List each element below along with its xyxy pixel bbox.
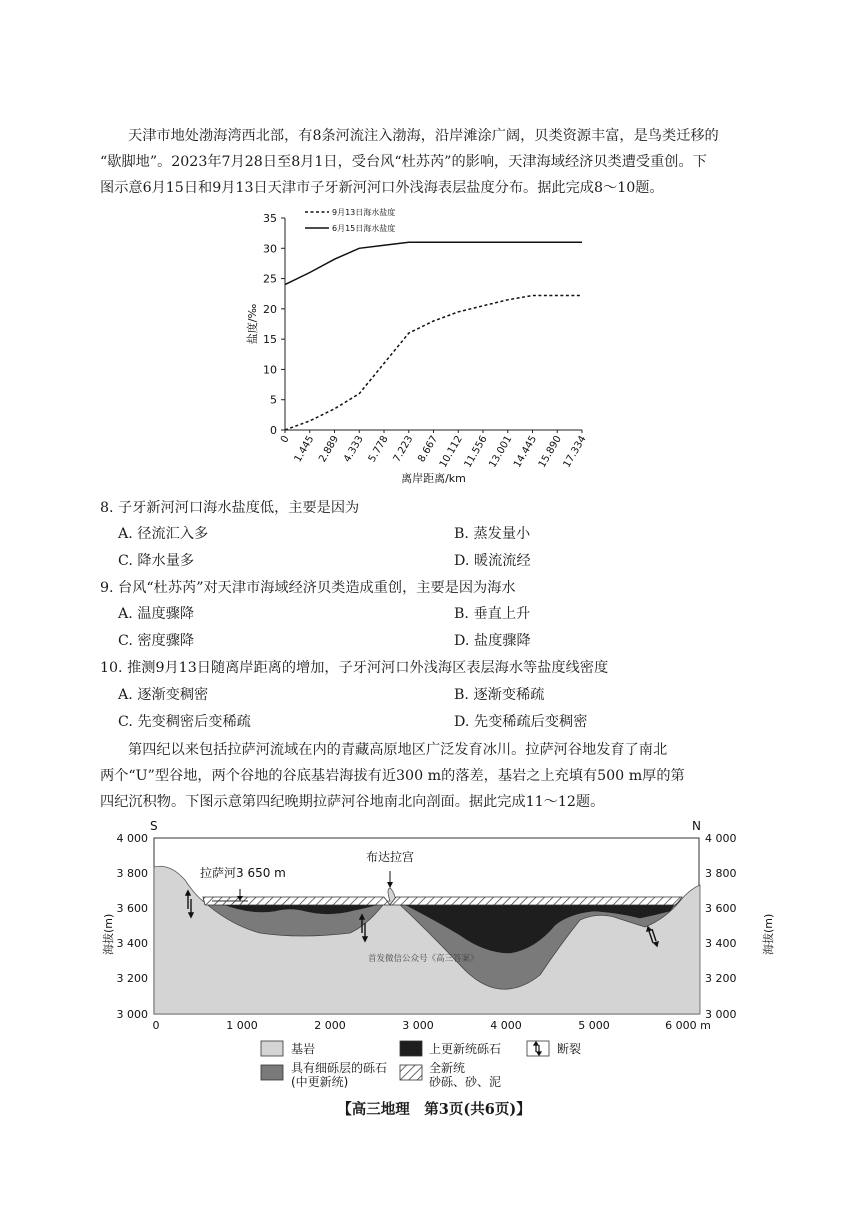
legend-label-holocene-1: 全新统 bbox=[429, 1061, 466, 1075]
y-tick-left: 3 600 bbox=[116, 902, 148, 915]
x-tick-label: 4.333 bbox=[341, 434, 366, 465]
passage-1-line: “歇脚地”。2023年7月28日至8月1日，受台风“杜苏芮”的影响，天津海域经济贝类遭受重创。下 bbox=[100, 154, 707, 170]
question-9-stem: 9. 台风“杜苏芮”对天津市海域经济贝类造成重创，主要是因为海水 bbox=[100, 580, 516, 596]
y-tick-left: 3 400 bbox=[116, 937, 148, 950]
holocene-deposit bbox=[203, 897, 682, 905]
x-tick-label: 0 bbox=[278, 434, 292, 446]
y-tick-right: 3 200 bbox=[705, 972, 737, 985]
x-tick-label: 1.445 bbox=[292, 434, 317, 465]
x-tick-label: 17.334 bbox=[561, 434, 589, 470]
question-8-option-d[interactable]: D. 暖流流经 bbox=[454, 553, 531, 569]
x-tick-label: 8.667 bbox=[416, 434, 441, 465]
x-tick-label: 7.223 bbox=[391, 434, 416, 465]
question-10-option-b[interactable]: B. 逐渐变稀疏 bbox=[454, 687, 545, 703]
x-tick: 4 000 bbox=[490, 1019, 522, 1032]
legend-swatch-bedrock bbox=[261, 1041, 283, 1056]
river-label: 拉萨河3 650 m bbox=[200, 866, 286, 880]
x-axis-title: 离岸距离/km bbox=[401, 472, 466, 485]
direction-south: S bbox=[150, 819, 158, 833]
question-9-option-c[interactable]: C. 密度骤降 bbox=[118, 633, 195, 649]
passage-1 bbox=[100, 123, 755, 201]
legend-swatch-holocene bbox=[400, 1065, 422, 1080]
question-8-option-c[interactable]: C. 降水量多 bbox=[118, 553, 195, 569]
legend-label-middle-2: (中更新统) bbox=[291, 1075, 349, 1089]
legend-label-holocene-2: 砂砾、砂、泥 bbox=[429, 1075, 502, 1089]
passage-2-line: 两个“U”型谷地，两个谷地的谷底基岩海拔有近300 m的落差，基岩之上充填有500 m厚的第 bbox=[100, 768, 685, 784]
x-tick: 1 000 bbox=[226, 1019, 258, 1032]
passage-2-line: 四纪沉积物。下图示意第四纪晚期拉萨河谷地南北向剖面。据此完成11～12题。 bbox=[100, 794, 605, 810]
x-tick: 0 bbox=[152, 1019, 160, 1032]
question-8-option-b[interactable]: B. 蒸发量小 bbox=[454, 526, 531, 542]
x-tick: 6 000 m bbox=[665, 1019, 711, 1032]
y-tick-label: 30 bbox=[263, 242, 277, 256]
y-tick-left: 4 000 bbox=[116, 832, 148, 845]
question-10-option-a[interactable]: A. 逐渐变稠密 bbox=[118, 687, 209, 703]
y-tick-left: 3 800 bbox=[116, 867, 148, 880]
x-tick: 5 000 bbox=[578, 1019, 610, 1032]
x-tick-label: 14.445 bbox=[512, 434, 540, 470]
legend-label-middle-1: 具有细砾层的砾石 bbox=[291, 1061, 388, 1075]
y-axis-title-left: 海拔(m) bbox=[102, 913, 115, 955]
y-tick-right: 3 600 bbox=[705, 902, 737, 915]
x-tick-label: 13.001 bbox=[487, 434, 515, 470]
legend-label-upper: 上更新统砾石 bbox=[429, 1042, 502, 1056]
y-tick-label: 5 bbox=[270, 393, 277, 407]
salinity-chart bbox=[240, 200, 620, 490]
valley-profile-diagram bbox=[100, 815, 780, 1037]
y-axis-title: 盐度/‰ bbox=[246, 303, 259, 345]
question-9-option-b[interactable]: B. 垂直上升 bbox=[454, 606, 531, 622]
passage-1-line: 图示意6月15日和9月13日天津市子牙新河河口外浅海表层盐度分布。据此完成8～10题。 bbox=[100, 180, 664, 196]
x-tick-label: 10.112 bbox=[437, 434, 465, 470]
y-tick-right: 3 000 bbox=[705, 1008, 737, 1021]
question-8-option-a[interactable]: A. 径流汇入多 bbox=[118, 526, 209, 542]
question-9-option-a[interactable]: A. 温度骤降 bbox=[118, 606, 195, 622]
question-9-option-d[interactable]: D. 盐度骤降 bbox=[454, 633, 531, 649]
legend-swatch-middle bbox=[261, 1065, 283, 1080]
series-line-sep13 bbox=[285, 296, 582, 431]
y-tick-left: 3 000 bbox=[116, 1008, 148, 1021]
passage-2-line: 第四纪以来包括拉萨河流域在内的青藏高原地区广泛发育冰川。拉萨河谷地发育了南北 bbox=[128, 742, 668, 758]
legend-swatch-upper bbox=[400, 1041, 422, 1056]
y-tick-right: 4 000 bbox=[705, 832, 737, 845]
y-tick-label: 25 bbox=[263, 272, 277, 286]
x-tick-label: 11.556 bbox=[462, 434, 490, 470]
y-tick-label: 0 bbox=[270, 424, 277, 437]
page-footer: 【高三地理 第3页(共6页)】 bbox=[337, 1101, 531, 1118]
passage-2 bbox=[100, 737, 755, 815]
direction-north: N bbox=[692, 819, 701, 833]
x-tick: 2 000 bbox=[314, 1019, 346, 1032]
y-tick-label: 20 bbox=[263, 302, 277, 316]
y-tick-right: 3 400 bbox=[705, 937, 737, 950]
watermark: 首发微信公众号《高三答案》 bbox=[368, 954, 479, 964]
x-tick-label: 5.778 bbox=[366, 434, 391, 465]
legend-label: 9月13日海水盐度 bbox=[332, 208, 396, 217]
palace-label: 布达拉宫 bbox=[366, 850, 415, 864]
x-tick-label: 15.890 bbox=[536, 434, 564, 470]
y-axis-title-right: 海拔(m) bbox=[762, 913, 775, 955]
question-10-option-c[interactable]: C. 先变稠密后变稀疏 bbox=[118, 714, 251, 730]
y-tick-label: 10 bbox=[263, 363, 277, 377]
profile-legend bbox=[255, 1038, 635, 1090]
y-tick-label: 15 bbox=[263, 333, 277, 347]
legend-label: 6月15日海水盐度 bbox=[332, 224, 396, 233]
question-8-stem: 8. 子牙新河河口海水盐度低，主要是因为 bbox=[100, 500, 360, 516]
x-tick: 3 000 bbox=[402, 1019, 434, 1032]
y-tick-left: 3 200 bbox=[116, 972, 148, 985]
passage-1-line: 天津市地处渤海湾西北部，有8条河流注入渤海，沿岸滩涂广阔，贝类资源丰富，是鸟类迁移的 bbox=[128, 128, 719, 144]
question-10-option-d[interactable]: D. 先变稀疏后变稠密 bbox=[454, 714, 588, 730]
y-tick-right: 3 800 bbox=[705, 867, 737, 880]
y-tick-label: 35 bbox=[263, 212, 277, 225]
x-tick-label: 2.889 bbox=[317, 434, 342, 465]
legend-label-fault: 断裂 bbox=[557, 1042, 582, 1056]
question-10-stem: 10. 推测9月13日随离岸距离的增加，子牙河河口外浅海区表层海水等盐度线密度 bbox=[100, 660, 609, 676]
legend-label-bedrock: 基岩 bbox=[291, 1042, 316, 1056]
series-line-jun15 bbox=[285, 242, 582, 284]
